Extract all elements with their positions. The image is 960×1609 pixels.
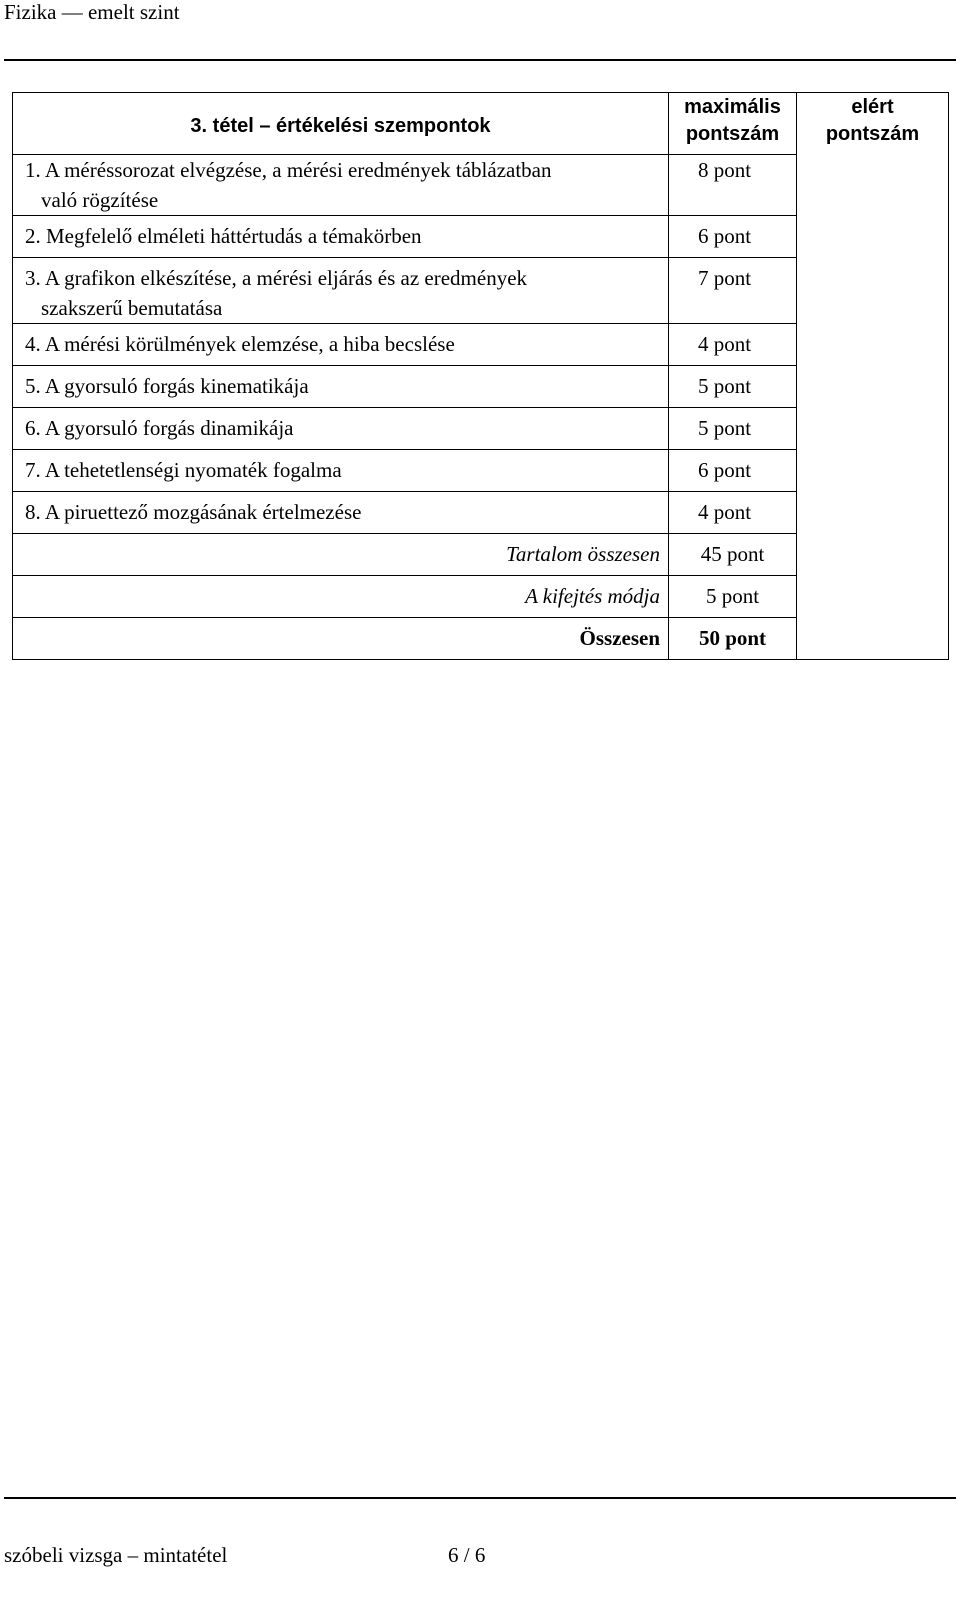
- presentation-label: A kifejtés módja: [13, 576, 669, 618]
- criterion-6-points: 5 pont: [669, 408, 797, 450]
- content-total-label: Tartalom összesen: [13, 534, 669, 576]
- earned-points-header-line2: pontszám: [825, 123, 920, 145]
- grand-total-label: Összesen: [13, 618, 669, 660]
- max-points-header-line2: pontszám: [685, 123, 780, 145]
- scoring-table: [12, 92, 949, 660]
- criterion-5: 5. A gyorsuló forgás kinematikája: [13, 366, 669, 408]
- footer-divider: [4, 1497, 956, 1499]
- criterion-6: 6. A gyorsuló forgás dinamikája: [13, 408, 669, 450]
- max-points-header-line1: maximális: [684, 96, 781, 118]
- page-number: 6 / 6: [448, 1543, 486, 1567]
- presentation-points: 5 pont: [669, 576, 797, 618]
- criterion-5-points: 5 pont: [669, 366, 797, 408]
- criterion-2: 2. Megfelelő elméleti háttértudás a témakörben: [13, 216, 669, 258]
- criterion-3-line2: szakszerű bemutatása: [41, 296, 223, 320]
- criterion-3-line1: 3. A grafikon elkészítése, a mérési eljárás és az eredmények: [25, 266, 528, 290]
- content-total-points: 45 pont: [669, 534, 797, 576]
- header-divider: [4, 59, 956, 61]
- criterion-8-points: 4 pont: [669, 492, 797, 534]
- criterion-8: 8. A piruettező mozgásának értelmezése: [13, 492, 669, 534]
- page-header: Fizika — emelt szint: [4, 0, 180, 24]
- criterion-1: [13, 155, 669, 216]
- table-header-row: [13, 93, 949, 155]
- criterion-1-points: 8 pont: [669, 155, 797, 216]
- table-title: 3. tétel – értékelési szempontok: [13, 93, 669, 155]
- criterion-7: 7. A tehetetlenségi nyomaték fogalma: [13, 450, 669, 492]
- criterion-3: [13, 258, 669, 324]
- grand-total-points: 50 pont: [669, 618, 797, 660]
- criterion-1-line2: való rögzítése: [41, 188, 159, 212]
- criterion-1-line1: 1. A méréssorozat elvégzése, a mérési eredmények táblázatban: [25, 158, 552, 182]
- criterion-4-points: 4 pont: [669, 324, 797, 366]
- earned-points-header-line1: elért: [851, 96, 894, 118]
- max-points-header: [669, 93, 797, 155]
- footer-exam-label: szóbeli vizsga – mintatétel: [4, 1543, 228, 1567]
- criterion-7-points: 6 pont: [669, 450, 797, 492]
- criterion-2-points: 6 pont: [669, 216, 797, 258]
- criterion-3-points: 7 pont: [669, 258, 797, 324]
- earned-points-header: [797, 93, 949, 660]
- criterion-4: 4. A mérési körülmények elemzése, a hiba becslése: [13, 324, 669, 366]
